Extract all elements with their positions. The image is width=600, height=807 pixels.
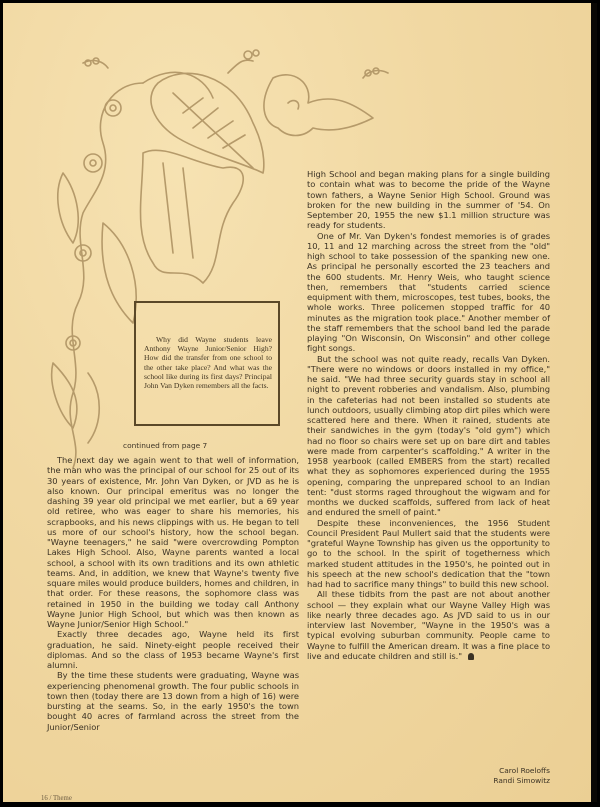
paragraph: Despite these inconveniences, the 1956 Student Council President Paul Mullert said that the students were "grateful Wayne Township has given us the opportunity to go to the school. In the spirit of togetherness which marked student attitudes in the 1950's, he pointed out in his speech at the new school's dedication that the "town had had to sacrifice many things" to build this new school. <box>307 517 550 589</box>
article-column-right <box>307 169 550 661</box>
paragraph-text: All these tidbits from the past are not about another school — they explain what our Wayne Valley High was like nearly three decades ago. As JVD said to us in our interview last November, "Wayne in the 1950's was a typical evolving suburban community. People came to Wayne to fulfill the American dream. It was a fine place to live and educate children and still is." <box>307 589 550 661</box>
paragraph: High School and began making plans for a single building to contain what was to become the pride of the Wayne town fathers, a Wayne Senior High School. Ground was broken for the new building in the summer of '54. On September 20, 1955 the new $1.1 million structure was ready for students. <box>307 169 550 231</box>
pullquote-box <box>134 301 280 426</box>
byline <box>463 766 550 786</box>
paragraph: Exactly three decades ago, Wayne held its first graduation, he said. Ninety-eight people received their diplomas. And so the class of 1953 became Wayne's first alumni. <box>47 629 299 670</box>
continued-from-label: continued from page 7 <box>123 441 208 450</box>
paragraph: One of Mr. Van Dyken's fondest memories is of grades 10, 11 and 12 marching across the street from the "old" high school to take possession of the spanking new one. As principal he personally escorted the 23 teachers and the 600 students. Mr. Henry Weis, who taught science then, remembers that "students carried science equipment with them, microscopes, test tubes, books, the whole works. Three policemen stopped traffic for 40 minutes as the migration took place." Another member of the staff remembers that the school band led the parade playing "On Wisconsin, On Wisconsin" and other college fight songs. <box>307 230 550 354</box>
paragraph: The next day we again went to that well of information, the man who was the principal of our school for 25 out of its 30 years of existence, Mr. John Van Dyken, or JVD as he is also known. Our principal emeritus was no longer the dashing 39 year old principal we met earlier, but a 69 year old retiree, who was eager to share his memories, his scrapbooks, and his news clippings with us. He began to tell us more of our school's history, how the school began. "Wayne teenagers," he said "were overcrowding Pompton Lakes High School. Also, Wayne parents wanted a local school, a school with its own traditions and its own athletic teams. And, in addition, we knew that Wayne's twenty five square miles would produce builders, homes and children, in that order. For these reasons, the sophomore class was retained in 1950 in the building we today call Anthony Wayne Junior High School, but which was then known as Wayne Junior/Senior High School." <box>47 455 299 629</box>
author-name: Carol Roeloffs <box>499 766 550 775</box>
pullquote-text: Why did Wayne students leave Anthony Wayne Junior/Senior High? How did the transfer from one school to the other take place? And what was the school like during its first days? Principal John Van Dyken remembers all the facts. <box>144 335 272 391</box>
end-of-story-icon <box>468 653 474 660</box>
paragraph: But the school was not quite ready, recalls Van Dyken. "There were no windows or doors installed in my office," he said. "We had three security guards stay in school all night to prevent robberies and vandalism. Also, plumbing in the cafeterias had not been installed so students ate lunch outdoors, usually climbing atop dirt piles which were scattered here and there. When it rained, students ate their sandwiches in the gym (today's "old gym") which had no floor so chairs were set up on bare dirt and tables were made from carpenter's scaffolding." A writer in the 1958 yearbook (called EMBERS from the start) recalled what they as sophomores experienced during the 1955 opening, comparing the unprepared school to an Indian tent: "dust storms raged throughout the wigwam and for months we ducked scaffolds, suffered from lack of heat and endured the smell of paint." <box>307 353 550 518</box>
article-column-left <box>47 455 299 732</box>
paragraph: By the time these students were graduating, Wayne was experiencing phenomenal growth. The four public schools in town then (today there are 13 down from a high of 16) were bursting at the seams. So, in the early 1950's the town bought 40 acres of farmland across the street from the Junior/Senior <box>47 670 299 732</box>
yearbook-page <box>3 3 597 802</box>
page-folio: 16 / Theme <box>41 795 72 802</box>
author-name: Randi Simowitz <box>493 776 550 785</box>
paragraph <box>307 589 550 661</box>
